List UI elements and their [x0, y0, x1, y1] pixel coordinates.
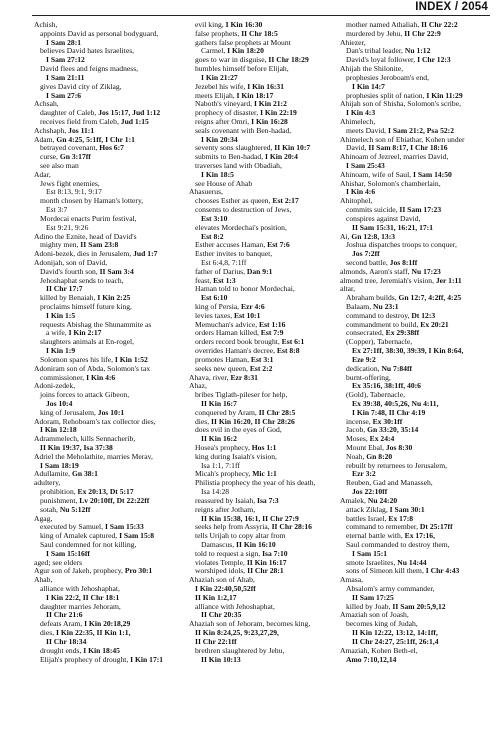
index-entry-line: command to destroy, Dt 12:3	[346, 310, 436, 320]
index-entry-line: feast, Est 1:3	[195, 275, 236, 285]
index-entry-line: traverses land with Obadiah,	[195, 161, 282, 170]
index-entry-line: Balaam, Nu 23:1	[346, 302, 399, 311]
index-entry-line: prophesies split of nation, I Kin 11:29	[346, 90, 463, 100]
index-entry-line: Jos 7:2ff	[352, 249, 380, 259]
index-entry-line: Amo 7:10,12,14	[346, 654, 397, 664]
index-entry-line: mother named Athaliah, II Chr 22:2	[346, 20, 458, 29]
index-entry-line: Hosea's prophecy, Hos 1:1	[195, 443, 277, 452]
index-entry-line: Jacob, Gn 33:20, 35:14	[346, 425, 419, 435]
index-heading-line: Agag,	[34, 513, 53, 523]
index-entry-line: I Kin 22:2, II Chr 18:1	[46, 592, 120, 602]
index-entry-line: II Kin 10:13	[201, 654, 241, 664]
index-entry-line: Saul condemned for not killing,	[40, 539, 137, 549]
index-entry-line: Carmel, I Kin 18:20	[201, 46, 264, 56]
index-entry-line: betrayed covenant, Hos 6:7	[40, 143, 124, 153]
index-entry-line: Moses, Ex 24:4	[346, 434, 395, 444]
index-heading-line: Ahava, river, Ezr 8:31	[189, 372, 258, 382]
index-heading-line: Adoram, Rehoboam's tax collector dies,	[34, 416, 156, 426]
index-entry-line: I Kin 1:9	[46, 346, 76, 356]
index-entry-line: prohibition, Ex 20:13, Dt 5:17	[40, 487, 134, 497]
index-heading-line: aged; see elders	[34, 557, 83, 567]
index-heading-line: Ahinoam, wife of Saul, I Sam 14:50	[340, 169, 452, 179]
index-heading-line: Adullamite, Gn 38:1	[34, 469, 98, 479]
index-entry-line: rebuilt by returnees to Jerusalem,	[346, 460, 448, 470]
index-entry-line: II Kin 16:2	[201, 434, 237, 444]
index-heading-line: Achsah,	[34, 99, 59, 109]
index-entry-line: elevates Mordechai's position,	[195, 222, 287, 232]
index-entry-line: proclaims himself future king,	[40, 302, 132, 311]
index-heading-line: Adonijah, son of David,	[34, 257, 108, 267]
index-entry-line: conquered by Aram, II Chr 28:5	[195, 407, 296, 417]
index-entry-line: brethren slaughtered by Jehu,	[195, 645, 285, 655]
index-entry-line: seeks help from Assyria, II Chr 28:16	[195, 522, 312, 532]
index-entry-line: conspires against David,	[346, 213, 421, 223]
index-entry-line: Jews fight enemies,	[40, 178, 100, 188]
index-entry-line: II Kin 8:24,25, 9:23,27,29,	[195, 628, 279, 638]
index-entry-line: Naboth's vineyard, I Kin 21:2	[195, 99, 287, 109]
index-entry-line: slaughters animals at En-rogel,	[40, 337, 135, 347]
index-entry-line: punishment, Lv 20:10ff, Dt 22:22ff	[40, 495, 150, 505]
index-entry-line: Esther invites to banquet,	[195, 249, 273, 259]
index-heading-line: Ahimelech,	[340, 116, 376, 126]
index-entry-line: eternal battle with, Ex 17:16,	[346, 531, 435, 541]
index-heading-line: Adoniram son of Abda, Solomon's tax	[34, 363, 151, 373]
index-entry-line: Est 8:2	[201, 231, 224, 241]
index-entry-line: murdered by Jehu, II Chr 22:9	[346, 28, 441, 38]
index-entry-line: dies, II Kin 16:20, II Chr 28:26	[195, 416, 295, 426]
index-heading-line: almond tree, Jeremiah's vision, Jer 1:11	[340, 275, 462, 285]
index-entry-line: sotah, Nu 5:12ff	[40, 504, 91, 514]
index-entry-line: tells Urijah to copy altar from	[195, 531, 286, 541]
index-entry-line: Jos 10:4	[46, 398, 73, 408]
index-entry-line: king of Persia, Ezr 4:6	[195, 302, 265, 311]
index-entry-line: Elijah's prophecy of drought, I Kin 17:1	[40, 654, 164, 664]
index-entry-line: Memuchan's advice, Est 1:16	[195, 319, 286, 329]
index-entry-line: goes to war in disguise, II Chr 18:29	[195, 55, 309, 65]
index-entry-line: David's loyal follower, I Chr 12:3	[346, 55, 451, 65]
index-entry-line: requests Abishag the Shunammite as	[40, 319, 152, 329]
index-entry-line: Jos 22:10ff	[352, 487, 388, 497]
index-entry-line: I Kin 21:27	[201, 72, 238, 82]
index-entry-line: orders record book brought, Est 6:1	[195, 337, 305, 347]
index-heading-line: Ahaziah son of Ahab,	[189, 575, 255, 585]
index-heading-line: Ahitophel,	[340, 196, 373, 206]
index-entry-line: prophecy of disaster, I Kin 22:19	[195, 108, 297, 118]
index-heading-line: Ahaz,	[189, 381, 207, 391]
index-entry-line: gathers false prophets at Mount	[195, 37, 291, 47]
index-entry-line: II Sam 17:25	[352, 592, 394, 602]
index-entry-line: II Chr 24:27, 25:1ff, 26:1,4	[352, 636, 439, 646]
index-entry-line: defeats Aram, I Kin 20:18,29	[40, 619, 131, 629]
index-column-3	[340, 21, 490, 664]
index-heading-line: Ahijah the Shilonite,	[340, 64, 404, 74]
index-heading-line: Ahiezer,	[340, 37, 366, 47]
index-entry-line: Joshua dispatches troops to conquer,	[346, 240, 457, 250]
index-heading-line: Adoni-zedek,	[34, 381, 76, 391]
index-entry-line: I Sam 27:6	[46, 90, 82, 100]
index-entry-line: daughter of Caleb, Jos 15:17, Jud 1:12	[40, 108, 161, 118]
index-entry-line: consecrated, Ex 29:38ff	[346, 328, 420, 338]
index-entry-line: alliance with Jehoshaphat,	[40, 584, 120, 593]
index-entry-line: Damascus, II Kin 16:10	[201, 539, 276, 549]
index-entry-line: dies, I Kin 22:35, II Kin 1:1,	[40, 628, 131, 638]
index-heading-line: altar,	[340, 284, 356, 294]
index-entry-line: mighty men, II Sam 23:8	[40, 240, 119, 250]
index-entry-line: promotes Haman, Est 3:1	[195, 354, 274, 364]
index-heading-line: Adrammelech, kills Sennacherib,	[34, 434, 136, 444]
index-heading-line: Adar,	[34, 169, 51, 179]
header-rule	[32, 15, 490, 16]
index-entry-line: Eze 9:2	[352, 354, 376, 364]
index-entry-line: Jehoshaphat sends to teach,	[40, 275, 124, 285]
index-entry-line: see House of Ahab	[195, 178, 253, 188]
index-heading-line: Achish,	[34, 20, 58, 29]
index-entry-line: evil king, I Kin 16:30	[195, 20, 263, 29]
index-entry-line: command to remember, Dt 25:17ff	[346, 522, 453, 532]
index-entry-line: meets David, I Sam 21:2, Psa 52:2	[346, 125, 454, 135]
index-entry-line: Est 3:7	[46, 205, 68, 215]
index-heading-line: Amalek, Nu 24:20	[340, 495, 398, 505]
index-heading-line: Ahimelech son of Ebiathar, Kohen under	[340, 134, 465, 144]
index-entry-line: David, II Sam 8:17, I Chr 18:16	[346, 143, 448, 153]
index-entry-line: Isa 14:28	[201, 487, 230, 497]
index-entry-line: battles Israel, Ex 17:8	[346, 513, 414, 523]
index-entry-line: joins forces to attack Gibeon,	[40, 390, 130, 400]
index-entry-line: seeks new queen, Est 2:2	[195, 363, 273, 373]
index-entry-line: second battle, Jos 8:1ff	[346, 257, 418, 267]
index-entry-line: I Kin 7:48, II Chr 4:19	[352, 407, 426, 417]
index-entry-line: Est 8:13, 9:1, 9:17	[46, 187, 102, 197]
index-entry-line: told to request a sign, Isa 7:10	[195, 548, 288, 558]
index-entry-line: king during Isaiah's vision,	[195, 451, 277, 461]
index-entry-line: I Kin 18:5	[201, 169, 234, 179]
index-entry-line: Jezebel his wife, I Kin 16:31	[195, 81, 285, 91]
index-entry-line: Reuben, Gad and Manasseh,	[346, 478, 433, 488]
index-entry-line: does evil in the eyes of God,	[195, 425, 282, 435]
page-header	[0, 0, 500, 16]
index-entry-line: commandment to build, Ex 20:21	[346, 319, 449, 329]
index-heading-line: adultery,	[34, 478, 61, 488]
index-entry-line: commits suicide, II Sam 17:23	[346, 205, 442, 215]
index-entry-line: II Sam 15:31, 16:21, 17:1	[352, 222, 433, 232]
index-entry-line: David flees and feigns madness,	[40, 64, 139, 74]
index-heading-line: Adam, Gn 4:25, 5:1ff, I Chr 1:1	[34, 134, 135, 144]
index-heading-line: almonds, Aaron's staff, Nu 17:23	[340, 266, 441, 276]
index-entry-line: II Chr 17:7	[46, 284, 83, 294]
index-entry-line: II Kin 12:22, 13:12, 14:1ff,	[352, 628, 438, 638]
index-entry-line: reigns after Omri, I Kin 16:28	[195, 116, 288, 126]
index-entry-line: overrides Haman's decree, Est 8:8	[195, 346, 300, 356]
index-heading-line: Adino the Eznite, head of David's	[34, 231, 137, 241]
index-entry-line: Est 6:4,8, 7:1ff	[201, 257, 247, 267]
index-entry-line: drought ends, I Kin 18:45	[40, 645, 120, 655]
index-entry-line: burnt-offering,	[346, 372, 391, 382]
index-entry-line: humbles himself before Elijah,	[195, 64, 289, 74]
index-entry-line: executed by Samuel, I Sam 15:33	[40, 522, 144, 532]
index-entry-line: sons of Simeon kill them, I Chr 4:43	[346, 566, 460, 576]
index-entry-line: (Copper), Tabernacle,	[346, 337, 413, 347]
index-entry-line: alliance with Jehoshaphat,	[195, 601, 275, 611]
index-entry-line: seals covenant with Ben-hadad,	[195, 125, 292, 135]
index-entry-line: Micah's prophecy, Mic 1:1	[195, 469, 277, 479]
index-heading-line: Ahaziah son of Jehoram, becomes king,	[189, 619, 311, 629]
index-heading-line: Ai, Gn 12:8, 13:3	[340, 231, 396, 241]
index-entry-line: I Sam 18:19	[40, 460, 79, 470]
index-entry-line: receives field from Caleb, Jud 1:15	[40, 116, 149, 126]
index-entry-line: Haman told to honor Mordechai,	[195, 284, 295, 294]
index-entry-line: Isa 1:1, 7:1ff	[201, 460, 240, 470]
index-column-1	[34, 21, 184, 664]
index-entry-line: Ex 39:38, 40:5,26, Nu 4:11,	[352, 398, 439, 408]
index-entry-line: incense, Ex 30:1ff	[346, 416, 403, 426]
index-entry-line: I Kin 4:3	[346, 108, 376, 118]
index-entry-line: I Sam 25:43	[346, 161, 385, 170]
index-entry-line: I Sam 15:16ff	[46, 548, 90, 558]
index-entry-line: I Kin 14:7	[352, 81, 385, 91]
index-entry-line: Est 3:10	[201, 213, 228, 223]
index-entry-line: I Kin 12:18	[40, 425, 77, 435]
index-entry-line: Ezr 3:2	[352, 469, 376, 479]
index-entry-line: reassured by Isaiah, Isa 7:3	[195, 495, 279, 505]
index-entry-line: meets Elijah, I Kin 18:17	[195, 90, 274, 100]
index-entry-line: chooses Esther as queen, Est 2:17	[195, 196, 299, 206]
index-entry-line: smote Israelites, Nu 14:44	[346, 557, 427, 567]
index-column-2	[189, 21, 339, 664]
index-entry-line: believes David hates Israelites,	[40, 46, 135, 56]
index-entry-line: Absalom's army commander,	[346, 584, 435, 593]
index-heading-line: Ahasuerus,	[189, 187, 223, 197]
index-heading-line: Ahab,	[34, 575, 53, 585]
index-heading-line: Amaziah son of Joash,	[340, 610, 409, 620]
index-entry-line: king of Jerusalem, Jos 10:1	[40, 407, 125, 417]
index-entry-line: attack Ziklag, I Sam 30:1	[346, 504, 425, 514]
index-entry-line: II Chr 20:35	[201, 610, 242, 620]
index-heading-line: Agur son of Jakeh, prophecy, Pro 30:1	[34, 566, 153, 576]
index-entry-line: Noah, Gn 8:20	[346, 451, 393, 461]
index-entry-line: gives David city of Ziklag,	[40, 81, 122, 91]
index-entry-line: II Kin 19:37, Isa 37:38	[40, 443, 113, 452]
index-heading-line: Adoni-bezek, dies in Jerusalem, Jud 1:7	[34, 249, 158, 259]
index-entry-line: II Chr 22:1ff	[195, 636, 237, 646]
index-entry-line: daughter marries Jehoram,	[40, 601, 121, 611]
index-entry-line: Esther accuses Haman, Est 7:6	[195, 240, 290, 250]
index-heading-line: Ahinoam of Jezreel, marries David,	[340, 152, 449, 162]
index-entry-line: a wife, I Kin 2:17	[46, 328, 102, 338]
index-entry-line: I Sam 21:11	[46, 72, 85, 82]
index-entry-line: Abraham builds, Gn 12:7, 4:2ff, 4:25	[346, 293, 462, 303]
index-entry-line: levies taxes, Est 10:1	[195, 310, 261, 320]
index-entry-line: becomes king of Judah,	[346, 619, 418, 629]
index-entry-line: seventy sons slaughtered, II Kin 10:7	[195, 143, 311, 153]
index-entry-line: Dan's tribal leader, Nu 1:12	[346, 46, 431, 56]
index-entry-line: Saul commanded to destroy them,	[346, 539, 450, 549]
index-entry-line: Philistia prophecy the year of his death,	[195, 478, 316, 488]
index-entry-line: Ex 35:16, 38:1ff, 40:6	[352, 381, 421, 391]
index-entry-line: killed by Benaiah, I Kin 2:25	[40, 293, 131, 303]
index-entry-line: Solomon spares his life, I Kin 1:52	[40, 354, 148, 364]
index-entry-line: Mount Ebal, Jos 8:30	[346, 443, 413, 452]
index-entry-line: II Kin 1:2,17	[195, 592, 237, 602]
index-entry-line: false prophets, II Chr 18:5	[195, 28, 278, 38]
index-entry-line: submits to Ben-hadad, I Kin 20:4	[195, 152, 298, 162]
page-title: INDEX / 2054	[415, 1, 488, 13]
index-entry-line: I Kin 22:40,50,52ff	[195, 584, 256, 593]
index-entry-line: appoints David as personal bodyguard,	[40, 28, 159, 38]
index-entry-line: Est 6:10	[201, 293, 228, 303]
index-entry-line: prophesies Jeroboam's end,	[346, 72, 429, 82]
index-entry-line: consents to destruction of Jews,	[195, 205, 292, 215]
index-entry-line: I Kin 4:6	[346, 187, 376, 197]
index-entry-line: curse, Gn 3:17ff	[40, 152, 91, 162]
index-entry-line: I Kin 1:5	[46, 310, 76, 320]
index-entry-line: father of Darius, Dan 9:1	[195, 266, 273, 276]
index-heading-line: Amasa,	[340, 575, 363, 585]
index-entry-line: David's fourth son, II Sam 3:4	[40, 266, 134, 276]
index-entry-line: king of Amalek captured, I Sam 15:8	[40, 531, 155, 541]
index-heading-line: Amaziah, Kohen Beth-el,	[340, 645, 418, 655]
index-entry-line: orders Haman killed, Est 7:9	[195, 328, 284, 338]
index-entry-line: (Gold), Tabernacle,	[346, 390, 405, 400]
index-entry-line: reigns after Jotham,	[195, 504, 256, 514]
index-entry-line: I Sam 27:12	[46, 55, 85, 65]
index-entry-line: Est 9:21, 9:26	[46, 222, 89, 232]
index-entry-line: I Sam 15:1	[352, 548, 388, 558]
index-heading-line: Ahishar, Solomon's chamberlain,	[340, 178, 441, 188]
index-entry-line: see also man	[40, 161, 79, 170]
index-entry-line: month chosen by Haman's lottery,	[40, 196, 144, 206]
index-entry-line: Ex 27:1ff, 38:30, 39:39, I Kin 8:64,	[352, 346, 464, 356]
index-entry-line: killed by Joab, II Sam 20:5,9,12	[346, 601, 446, 611]
index-heading-line: Adriel the Meholathite, marries Merav,	[34, 451, 153, 461]
index-entry-line: commissioner, I Kin 4:6	[40, 372, 116, 382]
index-entry-line: bribes Tiglath-pileser for help,	[195, 390, 288, 400]
index-entry-line: violates Temple, II Kin 16:17	[195, 557, 287, 567]
index-entry-line: I Kin 20:34	[201, 134, 238, 144]
index-heading-line: Achshaph, Jos 11:1	[34, 125, 95, 135]
index-entry-line: II Kin 15:38, 16:1, II Chr 27:9	[201, 513, 299, 523]
index-entry-line: dedication, Nu 7:84ff	[346, 363, 413, 373]
index-entry-line: II Chr 18:34	[46, 636, 87, 646]
index-entry-line: Mordecai enacts Purim festival,	[40, 213, 137, 223]
index-entry-line: II Chr 21:6	[46, 610, 83, 620]
index-entry-line: worshiped idols, II Chr 28:1	[195, 566, 284, 576]
index-entry-line: II Kin 16:7	[201, 398, 237, 408]
index-heading-line: Ahijah son of Shisha, Solomon's scribe,	[340, 99, 461, 109]
index-entry-line: I Sam 28:1	[46, 37, 82, 47]
